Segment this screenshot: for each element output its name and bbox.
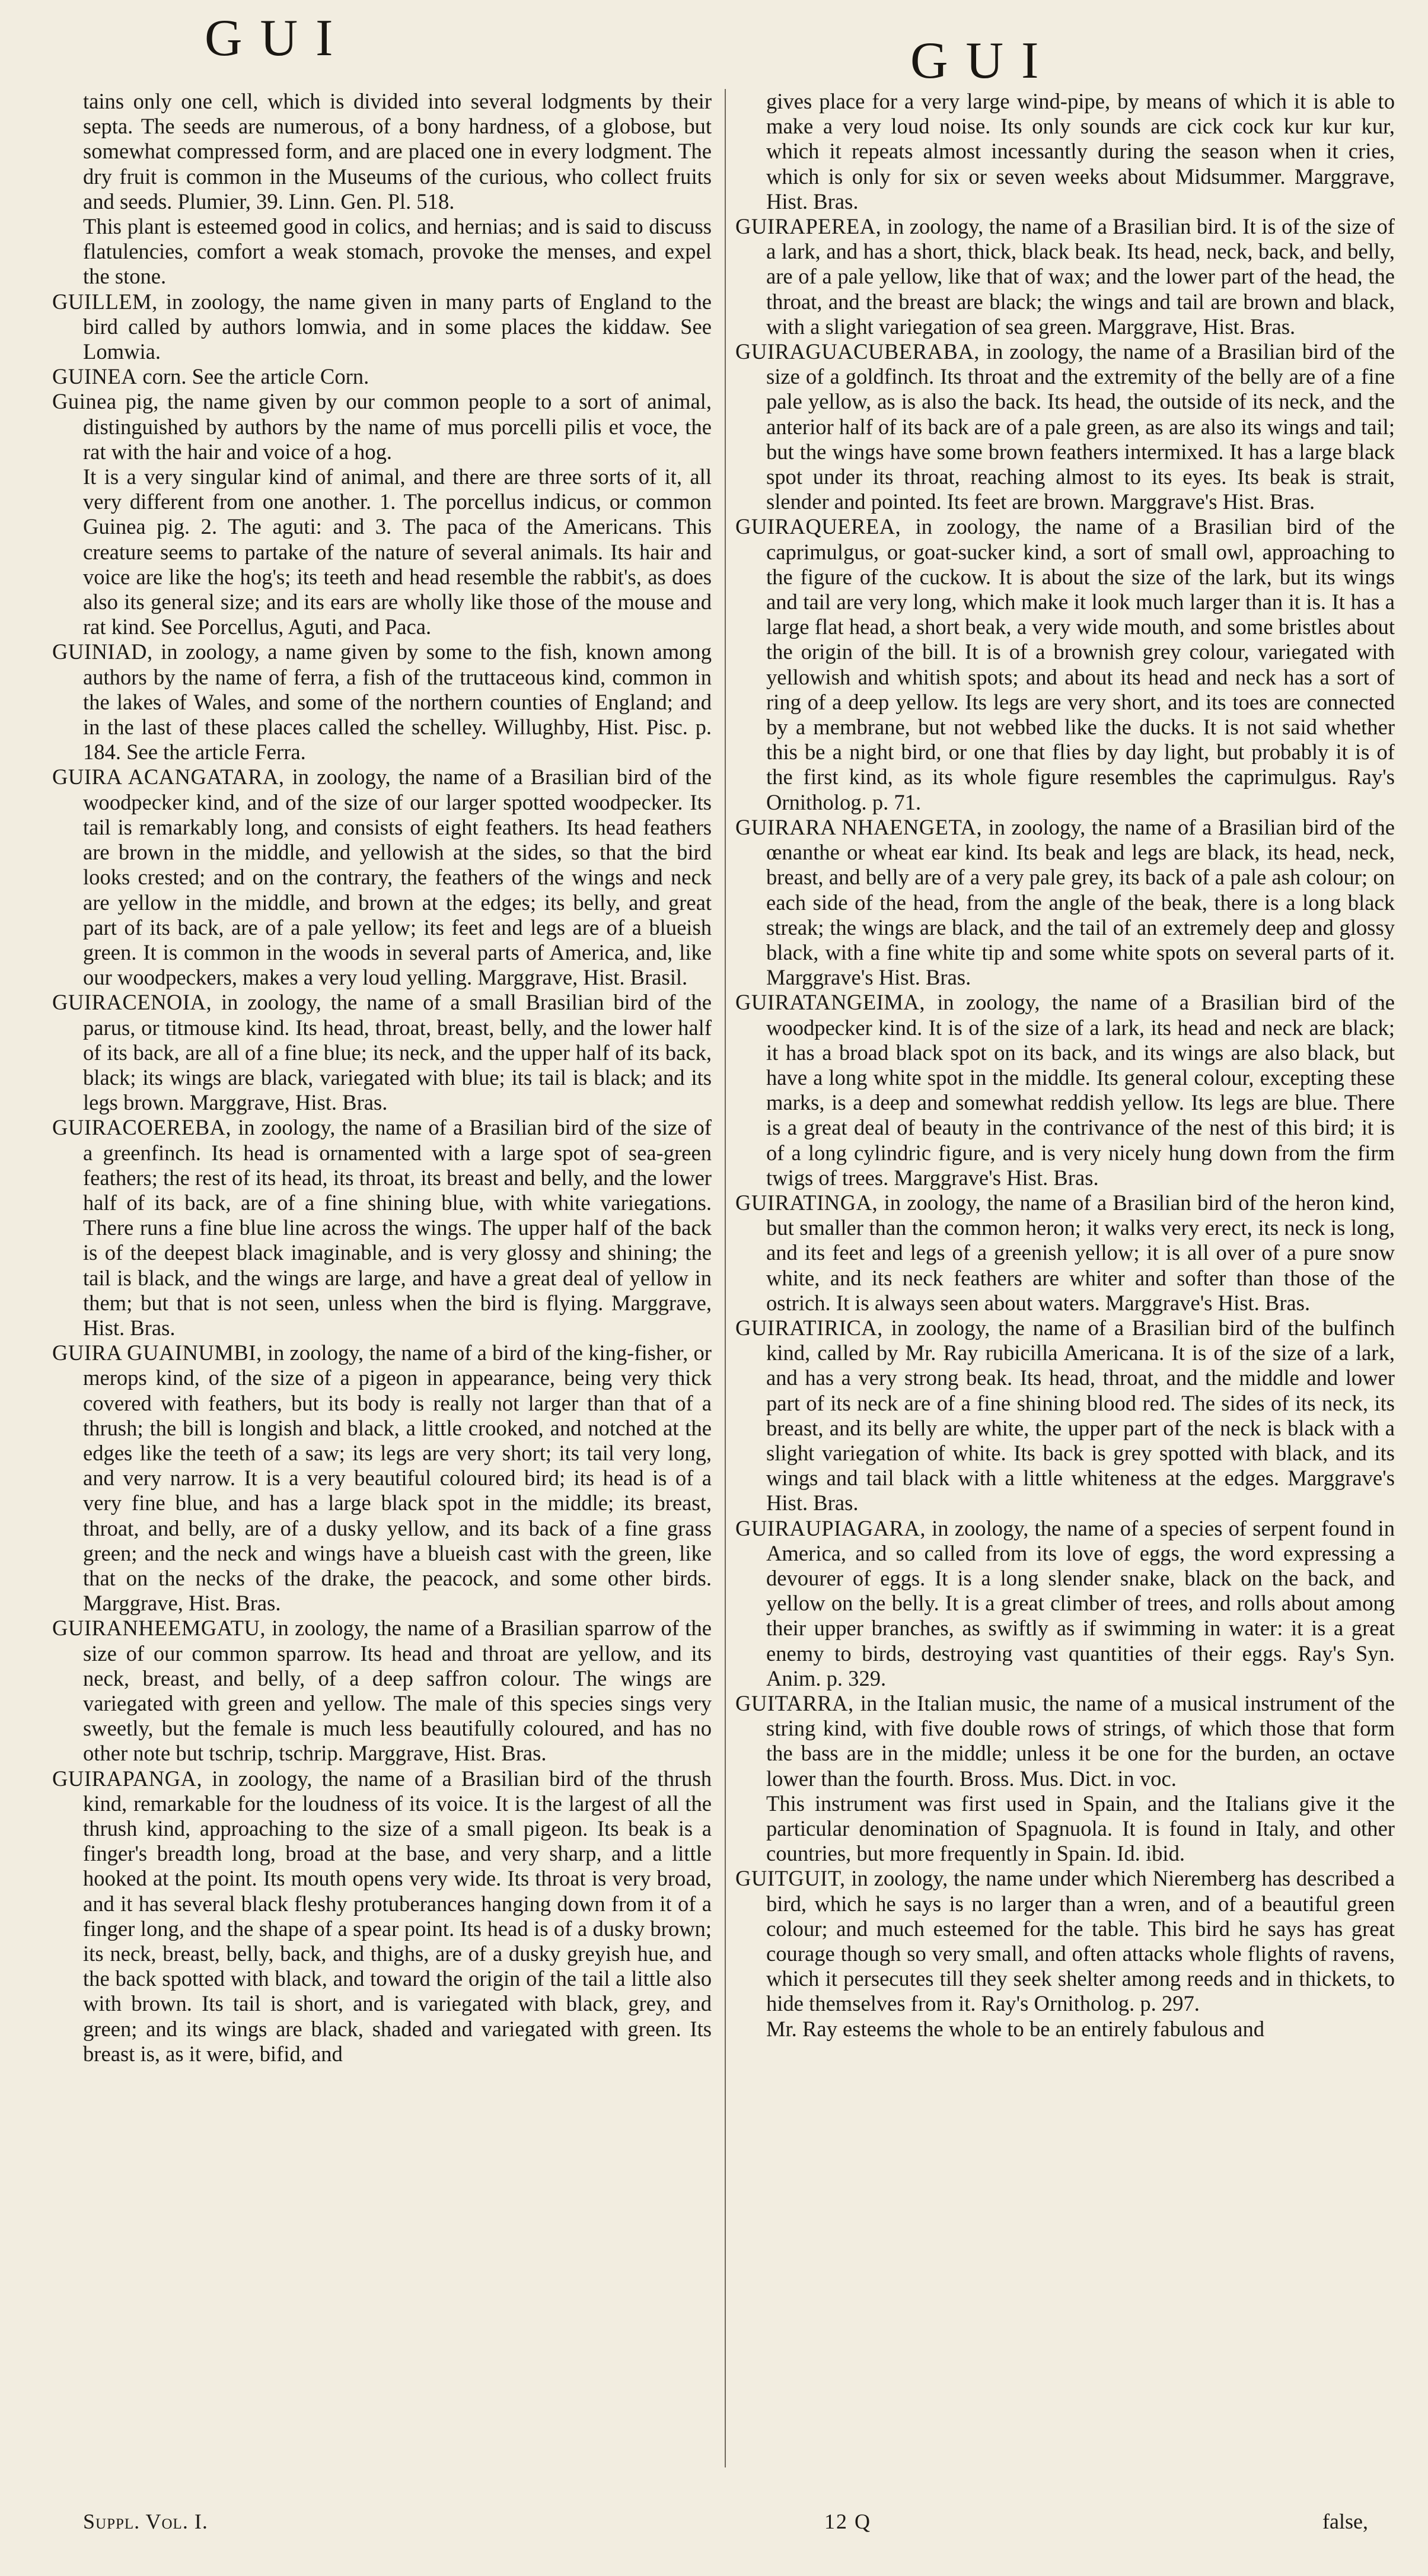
dictionary-entry bbox=[52, 1766, 712, 2066]
dictionary-entry bbox=[735, 339, 1395, 514]
entry-text: in zoology, the name of a Brasilian bird of the thrush kind, remarkable for the loudness of its voice. It is the largest of all the thrush kind, approaching to the size of a small pigeon. Its beak is a finger's breadth long, broad at the base, and very sharp, and a little hooked at the point. Its mouth opens very wide. Its throat is very broad, and it has several black fleshy protuberances hanging down from it of a finger long, and the shape of a spear point. Its head is of a dusky brown; its neck, breast, belly, back, and thighs, are of a dusky greyish hue, and the back spotted with black, and toward the origin of the tail a little also with brown. Its tail is short, and is variegated with black, grey, and green; and its wings are black, shaded and variegated with green. Its breast is, as it were, bifid, and bbox=[83, 1766, 712, 2066]
entry-headword: GUINEA bbox=[52, 364, 138, 389]
entry-text: in zoology, the name of a species of serpent found in America, and so called from its love of eggs, the word expressing a devourer of eggs. It is a long slender snake, black on the back, and yellow on the belly. It is a great climber of trees, and rolls about among their upper branches, as swiftly as if swimming in water: it is a great enemy to birds, destroying vast quantities of their eggs. Ray's Syn. Anim. p. 329. bbox=[766, 1515, 1395, 1690]
right-text-column bbox=[735, 89, 1395, 2479]
entry-text: pig, the name given by our common people to a sort of animal, distinguished by authors by the name of mus porcelli pilis et voce, the rat with the hair and voice of a hog. bbox=[83, 389, 712, 464]
entry-text: in zoology, the name of a Brasilian bird of the caprimulgus, or goat-sucker kind, a sort of small owl, approaching to the figure of the cuckow. It is about the size of the lark, but its wings and tail are very long, which make it look much larger than it is. It has a large flat head, a short beak, a very wide mouth, and some bristles about the origin of the bill. It is of a brownish grey colour, variegated with yellowish and whitish spots; and about its head and neck has a sort of ring of a deep yellow. Its legs are very short, and its toes are connected by a membrane, but not webbed like the ducks. It is not said whether this be a night bird, or one that flies by day light, but probably it is of the first kind, as its whole figure resembles the caprimulgus. Ray's Ornitholog. p. 71. bbox=[766, 514, 1395, 814]
dictionary-entry bbox=[735, 514, 1395, 814]
dictionary-entry bbox=[52, 765, 712, 990]
entry-text: in zoology, the name given in many parts of England to the bird called by authors lomwia, and in some places the kiddaw. See Lomwia. bbox=[83, 289, 712, 364]
dictionary-entry bbox=[52, 289, 712, 365]
footer-catchword: false, bbox=[1322, 2510, 1368, 2533]
entry-headword: GUINIAD, bbox=[52, 639, 153, 664]
entry-text: gives place for a very large wind-pipe, by means of which it is able to make a very loud noise. Its only sounds are cick cock kur kur kur, which it repeats almost incessantly during the season when it cries, which is only for six or seven weeks about Midsummer. Marggrave, Hist. Bras. bbox=[766, 89, 1395, 214]
entry-headword: GUIRACENOIA, bbox=[52, 990, 212, 1015]
entry-paragraph bbox=[735, 2017, 1395, 2042]
entry-text: in zoology, the name of a Brasilian bird of the size of a goldfinch. Its throat and the extremity of the belly are of a fine pale yellow, as is also the back. Its head, the outside of its neck, and the anterior half of its back are of a pale green, as are also its wings and tail; but the wings have some brown feathers intermixed. It has a large black spot under its throat, reaching almost to its eyes. Its beak is strait, slender and pointed. Its feet are brown. Marggrave's Hist. Bras. bbox=[766, 339, 1395, 514]
entry-text: in zoology, the name of a Brasilian bird. It is of the size of a lark, and has a short, thick, black beak. Its head, neck, back, and belly, are of a pale yellow, like that of wax; and the lower part of the head, the throat, and the breast are black; the wings and tail are brown and black, with a slight variegation of sea green. Marggrave, Hist. Bras. bbox=[766, 214, 1395, 339]
entry-text: Mr. Ray esteems the whole to be an entirely fabulous and bbox=[766, 2016, 1265, 2041]
entry-headword: GUIRACOEREBA, bbox=[52, 1115, 232, 1140]
entry-text: corn. See the article Corn. bbox=[137, 364, 369, 389]
entry-text: in zoology, the name of a Brasilian bird of the woodpecker kind. It is of the size of a lark, its head and neck are black; it has a broad black spot on its back, and its wings are also black, but have a long white spot in the middle. Its general colour, excepting these marks, is a deep and somewhat reddish yellow. Its legs are blue. There is a great deal of beauty in the contrivance of the nest of this bird; it is of a long cylindric figure, and is very nicely hung down from the firm twigs of trees. Marggrave's Hist. Bras. bbox=[766, 990, 1395, 1190]
entry-headword: GUIRARA NHAENGETA, bbox=[735, 814, 982, 839]
entry-paragraph bbox=[735, 89, 1395, 214]
entry-text: This instrument was first used in Spain, and the Italians give it the particular denomination of Spagnuola. It is found in Italy, and other countries, but more frequently in Spain. Id. ibid. bbox=[766, 1791, 1395, 1866]
dictionary-entry bbox=[735, 815, 1395, 990]
entry-text: tains only one cell, which is divided into several lodgments by their septa. The seeds are numerous, of a bony hardness, of a globose, but somewhat compressed form, and are placed one in every lodgment. The dry fruit is common in the Museums of the curious, who collect fruits and seeds. Plumier, 39. Linn. Gen. Pl. 518. bbox=[83, 89, 712, 214]
dictionary-entry bbox=[52, 1616, 712, 1766]
dictionary-entry bbox=[735, 214, 1395, 339]
entry-paragraph bbox=[52, 89, 712, 214]
entry-headword: GUIRAPANGA, bbox=[52, 1766, 203, 1791]
dictionary-entry bbox=[52, 364, 712, 389]
entry-text: in zoology, a name given by some to the fish, known among authors by the name of ferra, a fish of the truttaceous kind, common in the lakes of Wales, and some of the northern counties of England; and in the last of these places called the schelley. Willughby, Hist. Pisc. p. 184. See the article Ferra. bbox=[83, 639, 712, 765]
entry-text: in zoology, the name of a Brasilian bird of the size of a greenfinch. Its head is ornamented with a large spot of sea-green feathers; the rest of its head, its throat, its breast and belly, and the lower half of its back, are of a fine shining blue, with white variegations. There runs a fine blue line across the wings. The upper half of the back is of the deepest black imaginable, and is very glossy and shining; the tail is black, and the wings are large, and have a great deal of yellow in them; but that is not seen, unless when the bird is flying. Marggrave, Hist. Bras. bbox=[83, 1115, 712, 1340]
entry-text: in zoology, the name of a Brasilian bird of the bulfinch kind, called by Mr. Ray rubicilla Americana. It is of the size of a lark, and has a very strong beak. Its head, throat, and the middle and lower part of its neck are of a fine shining blood red. The sides of its neck, its breast, and its belly are white, the upper part of the neck is black with a slight variegation of white. Its back is grey spotted with black, and its wings and tail black with a little whiteness at the edges. Marggrave's Hist. Bras. bbox=[766, 1315, 1395, 1515]
left-text-column bbox=[52, 89, 712, 2479]
dictionary-entry bbox=[52, 639, 712, 765]
entry-headword: GUITARRA, bbox=[735, 1691, 854, 1715]
entry-headword: GUIRATIRICA, bbox=[735, 1315, 883, 1340]
entry-headword: GUIRAUPIAGARA, bbox=[735, 1515, 926, 1540]
footer-volume: Suppl. Vol. I. bbox=[83, 2510, 208, 2533]
entry-text: This plant is esteemed good in colics, and hernias; and is said to discuss flatulencies, comfort a weak stomach, provoke the menses, and expel the stone. bbox=[83, 214, 712, 289]
dictionary-entry bbox=[735, 1866, 1395, 2016]
entry-headword: GUIRA GUAINUMBI, bbox=[52, 1340, 262, 1365]
entry-text: in zoology, the name of a Brasilian bird of the œnanthe or wheat ear kind. Its beak and legs are black, its head, neck, breast, and belly are of a very pale grey, its back of a pale ash colour; on each side of the head, from the angle of the beak, there is a long black streak; the wings are black, and the tail of an extremely deep and glossy black, with a fine white tip and some white spots on several parts of it. Marggrave's Hist. Bras. bbox=[766, 814, 1395, 990]
entry-headword: GUIRATANGEIMA, bbox=[735, 990, 926, 1015]
entry-headword: GUIRATINGA, bbox=[735, 1190, 878, 1215]
entry-headword: GUIRA ACANGATARA, bbox=[52, 765, 285, 789]
entry-headword: GUILLEM, bbox=[52, 289, 158, 314]
entry-text: in zoology, the name of a Brasilian bird of the heron kind, but smaller than the common heron; it walks very erect, its neck is long, and its feet and legs of a greenish yellow; it is all over of a pure snow white, and its neck feathers are whiter and softer than those of the ostrich. It is always seen about waters. Marggrave's Hist. Bras. bbox=[766, 1190, 1395, 1315]
dictionary-entry bbox=[735, 1691, 1395, 1791]
dictionary-entry bbox=[735, 990, 1395, 1190]
dictionary-entry bbox=[735, 1316, 1395, 1516]
entry-text: in zoology, the name of a small Brasilian bird of the parus, or titmouse kind. Its head, throat, breast, belly, and the lower half of its back, are all of a fine blue; its neck, and the upper half of its back, black; its wings are black, variegated with blue; its tail is black; and its legs brown. Marggrave, Hist. Bras. bbox=[83, 990, 712, 1115]
entry-paragraph bbox=[52, 214, 712, 289]
entry-text: in zoology, the name of a Brasilian bird of the woodpecker kind, and of the size of our larger spotted woodpecker. Its tail is remarkably long, and consists of eight feathers. Its head feathers are brown in the middle, and yellowish at the sides, so that the bird looks crested; and on the contrary, the feathers of the wings and neck are yellow in the middle, and brown at the edges; its belly, and great part of its back, are of a pale yellow; its feet and legs are of a blueish green. It is common in the woods in several parts of America, and, like our woodpeckers, makes a very loud yelling. Marggrave, Hist. Brasil. bbox=[83, 765, 712, 990]
entry-headword: GUITGUIT, bbox=[735, 1866, 846, 1891]
entry-paragraph bbox=[52, 464, 712, 639]
entry-text: in the Italian music, the name of a musical instrument of the string kind, with five double rows of strings, of which those that form the bass are in the middle; unless it be one for the burden, an octave lower than the fourth. Bross. Mus. Dict. in voc. bbox=[766, 1691, 1395, 1791]
dictionary-entry bbox=[735, 1190, 1395, 1316]
running-head-right: GUI bbox=[910, 32, 1057, 90]
running-head-left: GUI bbox=[205, 9, 351, 67]
entry-headword: GUIRAGUACUBERABA, bbox=[735, 339, 980, 364]
entry-headword: GUIRANHEEMGATU, bbox=[52, 1616, 266, 1641]
dictionary-entry bbox=[52, 1115, 712, 1340]
entry-headword: GUIRAQUEREA, bbox=[735, 514, 901, 539]
entry-headword: Guinea bbox=[52, 389, 117, 414]
dictionary-entry bbox=[52, 990, 712, 1115]
entry-text: in zoology, the name of a Brasilian sparrow of the size of our common sparrow. Its head and throat are yellow, and its neck, breast, and belly, of a deep saffron colour. The wings are variegated with green and yellow. The male of this species sings very sweetly, but the female is much less beautifully coloured, and has no other note but tschrip, tschrip. Marggrave, Hist. Bras. bbox=[83, 1616, 712, 1766]
dictionary-entry bbox=[52, 1340, 712, 1616]
entry-paragraph bbox=[735, 1791, 1395, 1867]
entry-text: in zoology, the name of a bird of the king-fisher, or merops kind, of the size of a pigeon in appearance, being very thick covered with feathers, but its body is really not larger than that of a thrush; the bill is longish and black, a little crooked, and notched at the edges like the teeth of a saw; its legs are very short; its tail very long, and very narrow. It is a very beautiful coloured bird; its head is of a very fine blue, and has a large black spot in the middle; its breast, throat, and belly, are of a dusky yellow, and its back of a fine grass green; and the neck and wings have a blueish cast with the green, like that on the necks of the drake, the peacock, and some other birds. Marggrave, Hist. Bras. bbox=[83, 1340, 712, 1616]
dictionary-entry bbox=[735, 1516, 1395, 1691]
column-divider bbox=[725, 89, 726, 2467]
entry-text: It is a very singular kind of animal, and there are three sorts of it, all very different from one another. 1. The porcellus indicus, or common Guinea pig. 2. The aguti: and 3. The paca of the Americans. This creature seems to partake of the nature of several animals. Its hair and voice are like the hog's; its teeth and head resemble the rabbit's, as does also its general size; and its ears are wholly like those of the mouse and rat kind. See Porcellus, Aguti, and Paca. bbox=[83, 464, 712, 639]
entry-headword: GUIRAPEREA, bbox=[735, 214, 882, 239]
footer-signature: 12 Q bbox=[824, 2510, 871, 2533]
entry-text: in zoology, the name under which Nieremberg has described a bird, which he says is no larger than a wren, and of a beautiful green colour; and much esteemed for the table. This bird he says has great courage though so very small, and often attacks whole flights of ravens, which it persecutes till they seek shelter among reeds and in thickets, to hide themselves from it. Ray's Ornitholog. p. 297. bbox=[766, 1866, 1395, 2016]
dictionary-entry bbox=[52, 389, 712, 464]
